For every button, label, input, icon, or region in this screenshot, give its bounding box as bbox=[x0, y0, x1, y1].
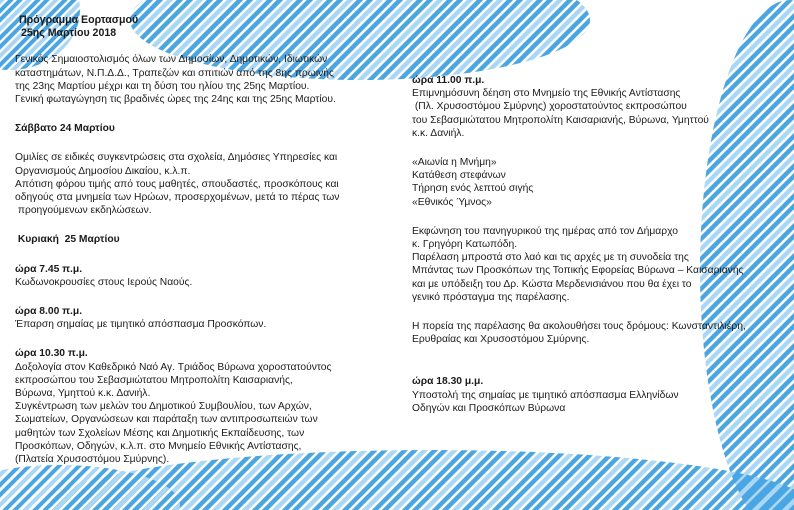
event-line: μαθητών των Σχολείων Μέσης και Δημοτικής Εκπαίδευσης, των bbox=[15, 427, 305, 439]
event-time: ώρα 7.45 π.μ. bbox=[15, 263, 83, 275]
event-time: ώρα 11.00 π.μ. bbox=[412, 75, 485, 86]
route-line: Ερυθραίας και Χρυσοστόμου Σμύρνης. bbox=[412, 334, 590, 346]
event-time: ώρα 18.30 μ.μ. bbox=[412, 376, 484, 388]
saturday-line: Οργανισμούς Δημοσίου Δικαίου, κ.λ.π. bbox=[15, 165, 191, 177]
speech-line: Εκφώνηση του πανηγυρικού της ημέρας από τον Δήμαρχο bbox=[412, 225, 678, 237]
saturday-line: Ομιλίες σε ειδικές συγκεντρώσεις στα σχολεία, Δημόσιες Υπηρεσίες και bbox=[15, 152, 338, 164]
event-line: Επιμνημόσυνη δέηση στο Μνημείο της Εθνικής Αντίστασης bbox=[412, 88, 681, 100]
ceremony-list bbox=[412, 156, 784, 209]
sunday-heading: Κυριακή 25 Μαρτίου bbox=[15, 234, 120, 246]
speech-line: κ. Γρηγόρη Κατωπόδη. bbox=[412, 239, 518, 251]
event-1030 bbox=[15, 347, 387, 466]
saturday-line: οδηγούς στα μνημεία των Ηρώων, προσερχομένων, μετά το πέρας των bbox=[15, 192, 340, 204]
speech-line: Μπάντας των Προσκόπων της Τοπικής Εφορείας Βύρωνα – Καισαριανής bbox=[412, 265, 744, 277]
event-line: Προσκόπων, Οδηγών, κ.λ.π. στο Μνημείο Εθνικής Αντίστασης, bbox=[15, 440, 302, 452]
event-line: (Πλατεία Χρυσοστόμου Σμύρνης). bbox=[15, 454, 170, 466]
ceremony-line: Κατάθεση στεφάνων bbox=[412, 170, 506, 182]
program-title: Πρόγραμμα Εορτασμού bbox=[19, 14, 139, 26]
event-time: ώρα 8.00 π.μ. bbox=[15, 306, 83, 318]
speech-line: και με υπόδειξη του Δρ. Κώστα Μερδενισιάνου που θα έχει το bbox=[412, 278, 692, 290]
program-date: 25ης Μαρτίου 2018 bbox=[21, 27, 117, 40]
speech-line: Παρέλαση μπροστά στο λαό και τις αρχές με τη συνοδεία της bbox=[412, 252, 689, 264]
speech-paragraph bbox=[412, 225, 784, 304]
event-line: κ.κ. Δανιήλ. bbox=[412, 127, 465, 139]
event-line: εκπροσώπου του Σεβασμιώτατου Μητροπολίτη Καισαριανής, bbox=[15, 374, 293, 386]
event-line: Συγκέντρωση των μελών του Δημοτικού Συμβουλίου, των Αρχών, bbox=[15, 401, 312, 413]
route-paragraph bbox=[412, 320, 784, 346]
route-line: Η πορεία της παρέλασης θα ακολουθήσει τους δρόμους: Κωνσταντιλιέρη, bbox=[412, 321, 746, 333]
event-line: Βύρωνα, Υμηττού κ.κ. Δανιήλ. bbox=[15, 388, 151, 400]
event-1100 bbox=[412, 74, 784, 140]
left-column bbox=[15, 14, 387, 466]
intro-line: της 23ης Μαρτίου μέχρι και τη δύση του ηλίου της 25ης Μαρτίου. bbox=[15, 80, 310, 92]
saturday-heading: Σάββατο 24 Μαρτίου bbox=[15, 123, 115, 135]
event-line: Υποστολή της σημαίας με τιμητικό απόσπασμα Ελληνίδων bbox=[412, 389, 679, 401]
saturday-line: Απότιση φόρου τιμής από τους μαθητές, σπουδαστές, προσκόπους και bbox=[15, 178, 339, 190]
event-line: Σωματείων, Οργανώσεων και παράταξη των αντιπροσωπειών των bbox=[15, 414, 318, 426]
event-0745 bbox=[15, 263, 387, 289]
speech-line: γενικό πρόσταγμα της παρέλασης. bbox=[412, 291, 570, 303]
intro-line: Γενική φωταγώγηση τις βραδινές ώρες της 24ης και της 25ης Μαρτίου. bbox=[15, 94, 336, 106]
saturday-paragraph bbox=[15, 151, 387, 217]
event-0800 bbox=[15, 305, 387, 331]
event-line: Οδηγών και Προσκόπων Βύρωνα bbox=[412, 402, 566, 414]
event-time: ώρα 10.30 π.μ. bbox=[15, 348, 88, 360]
event-1830 bbox=[412, 375, 784, 415]
ceremony-line: «Αιωνία η Μνήμη» bbox=[412, 157, 497, 169]
event-line: Δοξολογία στον Καθεδρικό Ναό Αγ. Τριάδος Βύρωνα χοροστατούντος bbox=[15, 361, 332, 373]
saturday-line: προηγούμενων εκδηλώσεων. bbox=[15, 205, 152, 217]
event-line: Κωδωνοκρουσίες στους Ιερούς Ναούς. bbox=[15, 276, 193, 288]
event-line: του Σεβασμιώτατου Μητροπολίτη Καισαριανής, Βύρωνα, Υμηττού bbox=[412, 114, 709, 126]
intro-line: Γενικός Σημαιοστολισμός όλων των Δημοσίων, Δημοτικών, Ιδιωτικών bbox=[15, 54, 328, 66]
ceremony-line: Τήρηση ενός λεπτού σιγής bbox=[412, 183, 534, 195]
intro-line: καταστημάτων, Ν.Π.Δ.Δ., Τραπεζών και σπιτιών από της 8ης πρωινής bbox=[15, 67, 334, 79]
right-column bbox=[412, 74, 784, 415]
event-line: (Πλ. Χρυσοστόμου Σμύρνης) χοροστατούντος εκπροσώπου bbox=[412, 101, 687, 113]
event-line: Έπαρση σημαίας με τιμητικό απόσπασμα Προσκόπων. bbox=[15, 319, 267, 331]
ceremony-line: «Εθνικός Ύμνος» bbox=[412, 196, 492, 208]
intro-paragraph bbox=[15, 53, 387, 106]
